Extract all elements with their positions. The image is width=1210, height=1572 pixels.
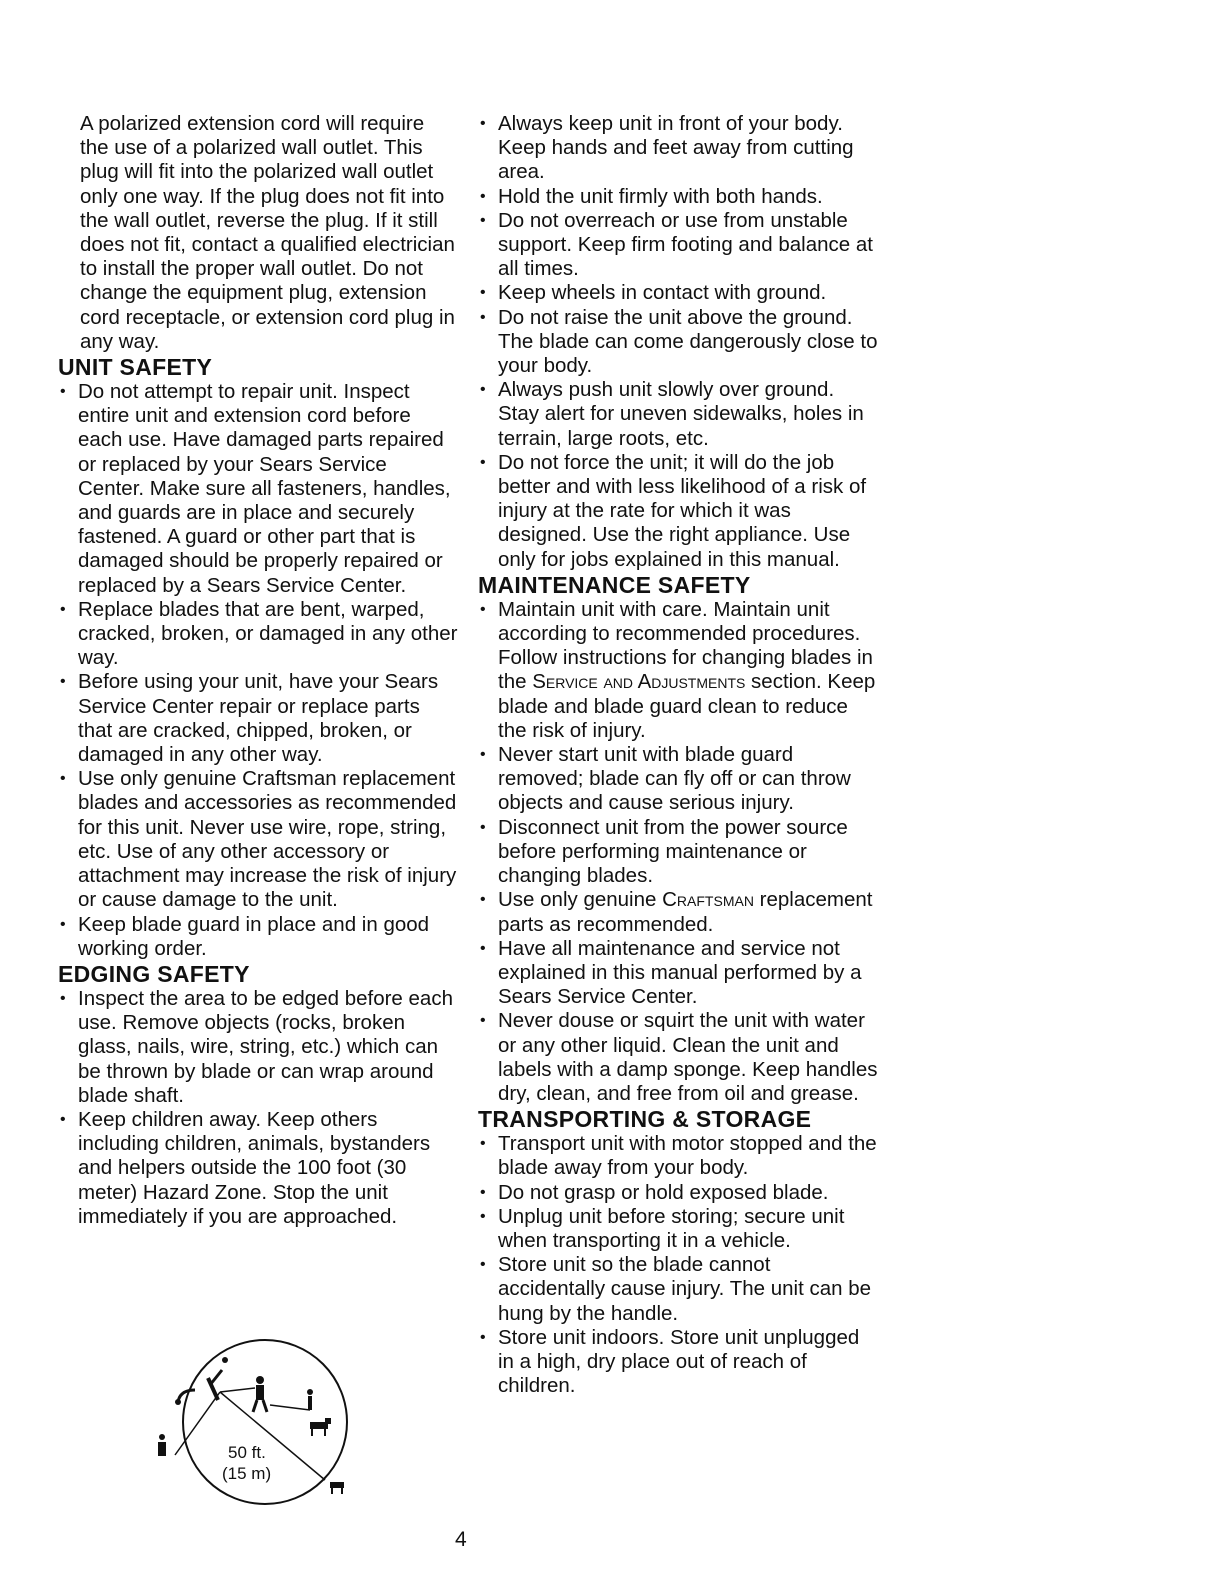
list-item: • Inspect the area to be edged before each use. Remove objects (rocks, broken glass, nails, wire, string, etc.) which can be thrown by blade or can wrap around blade shaft. [58,987,458,1108]
right-column [478,112,878,1398]
hazard-zone-diagram [150,1330,360,1510]
unit-safety-heading: UNIT SAFETY [58,354,213,381]
transporting-storage-heading: TRANSPORTING & STORAGE [478,1106,812,1133]
list-item: • Transport unit with motor stopped and the blade away from your body. [478,1132,878,1180]
list-item-text: section. Keep blade and blade guard clean to reduce the risk of injury. [498,670,876,742]
distance-arrow [220,1388,255,1392]
list-item: • Do not force the unit; it will do the job better and with less likelihood of a risk of injury at the rate for which it was designed. Use the right appliance. Use only for jobs explained in this manual. [478,451,878,572]
section-reference: Service and Adjustments [532,670,746,694]
list-item: • Have all maintenance and service not explained in this manual performed by a Sears Service Center. [478,937,878,1010]
brand-name: Craftsman [662,888,754,912]
left-column [58,112,458,1229]
list-item: • Do not attempt to repair unit. Inspect entire unit and extension cord before each use. Have damaged parts repaired or replaced by your Sears Service Center. Make sure all fasteners, handles, and guards are in place and securely fastened. A guard or other part that is damaged should be properly repaired or replaced by a Sears Service Center. [58,380,458,598]
transporting-storage-list [478,1132,878,1398]
animal-figure-icon [310,1418,331,1436]
list-item: • Keep children away. Keep others including children, animals, bystanders and helpers outside the 100 foot (30 meter) Hazard Zone. Stop the unit immediately if you are approached. [58,1108,458,1229]
list-item: • Never start unit with blade guard removed; blade can fly off or can throw objects and cause serious injury. [478,743,878,816]
distance-arrow [175,1392,220,1455]
list-item: • Always keep unit in front of your body. Keep hands and feet away from cutting area. [478,112,878,185]
general-safety-list [478,112,878,572]
operator-figure-icon [175,1357,228,1405]
list-item: • Disconnect unit from the power source before performing maintenance or changing blades. [478,816,878,889]
distance-feet-label: 50 ft. [228,1443,266,1462]
bystander-figure-icon [253,1376,267,1412]
list-item-text: Use only genuine [498,888,663,912]
maintenance-safety-list [478,598,878,1106]
list-item: • Keep wheels in contact with ground. [478,281,878,305]
list-item: • Unplug unit before storing; secure unit when transporting it in a vehicle. [478,1205,878,1253]
list-item: • Store unit so the blade cannot accidentally cause injury. The unit can be hung by the handle. [478,1253,878,1326]
list-item: • Use only genuine Craftsman replacement blades and accessories as recommended for this unit. Never use wire, rope, string, etc. Use of any other accessory or attachment may increase the risk of injury or cause damage to the unit. [58,767,458,912]
distance-meters-label: (15 m) [222,1464,272,1483]
list-item: • Do not raise the unit above the ground. The blade can come dangerously close to your body. [478,306,878,379]
list-item [478,888,878,936]
list-item: • Do not grasp or hold exposed blade. [478,1181,878,1205]
list-item: • Never douse or squirt the unit with water or any other liquid. Clean the unit and labels with a damp sponge. Keep handles dry, clean, and free from oil and grease. [478,1009,878,1106]
list-item-text: Maintain unit with care. Maintain unit according to recommended procedures. Follow instructions for changing blades in the [498,597,873,694]
list-item: • Hold the unit firmly with both hands. [478,185,878,209]
list-item: • Store unit indoors. Store unit unplugged in a high, dry place out of reach of children. [478,1326,878,1399]
list-item [478,598,878,743]
edging-safety-heading: EDGING SAFETY [58,960,250,987]
bystander-left-icon [158,1434,166,1456]
extension-cord-paragraph: A polarized extension cord will require the use of a polarized wall outlet. This plug will fit into the polarized wall outlet only one way. If the plug does not fit into the wall outlet, reverse the plug. If it still does not fit, contact a qualified electrician to install the proper wall outlet. Do not change the equipment plug, extension cord receptacle, or extension cord plug in any way. [80,112,455,353]
maintenance-safety-heading: MAINTENANCE SAFETY [478,571,751,598]
animal-figure-icon [330,1482,344,1494]
page-number: 4 [455,1528,467,1551]
list-item: • Replace blades that are bent, warped, cracked, broken, or damaged in any other way. [58,598,458,671]
list-item-text: replacement parts as recommended. [498,888,873,936]
edging-safety-list [58,987,458,1229]
unit-safety-list [58,380,458,961]
list-item: • Always push unit slowly over ground. Stay alert for uneven sidewalks, holes in terrain, large roots, etc. [478,378,878,451]
list-item: • Do not overreach or use from unstable support. Keep firm footing and balance at all times. [478,209,878,282]
distance-arrow [270,1405,310,1410]
list-item: • Keep blade guard in place and in good working order. [58,913,458,961]
list-item: • Before using your unit, have your Sears Service Center repair or replace parts that are cracked, chipped, broken, or damaged in any other way. [58,670,458,767]
child-figure-icon [307,1389,313,1410]
